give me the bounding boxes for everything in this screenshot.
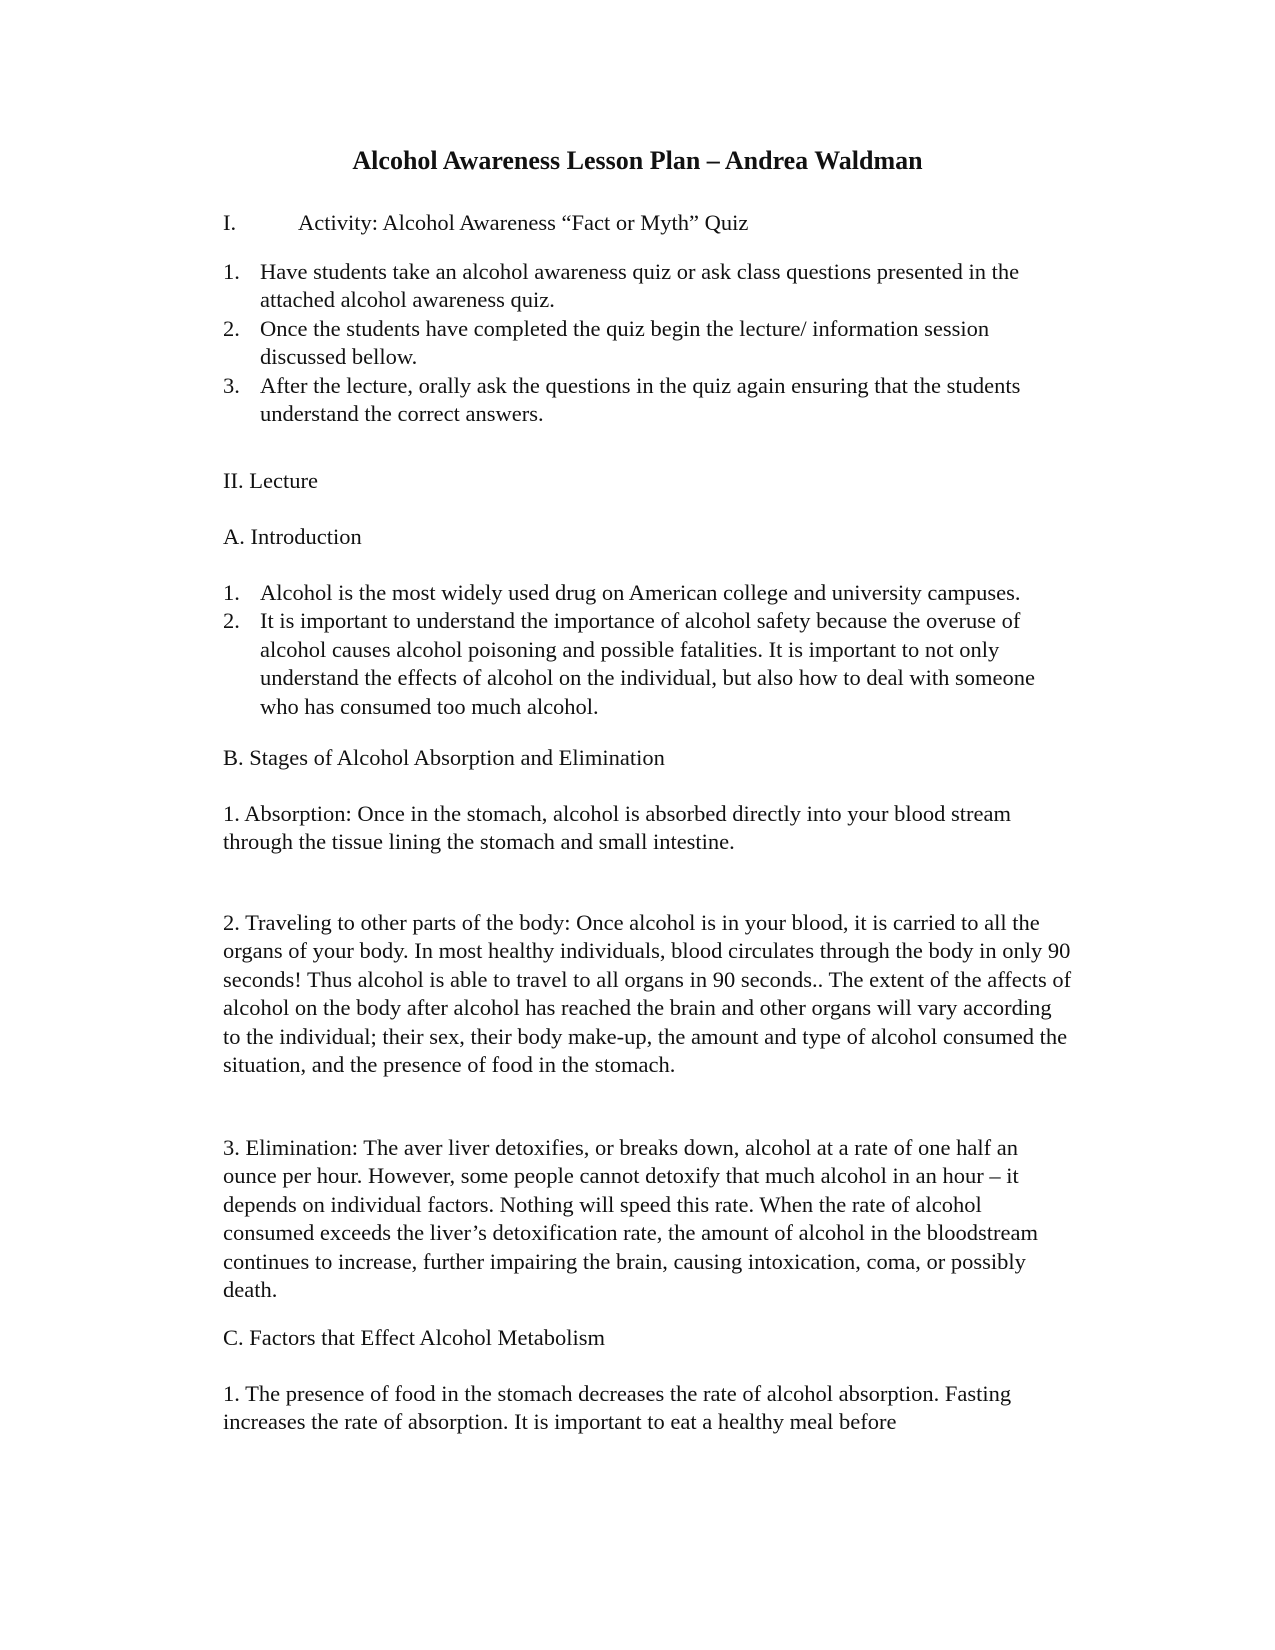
document-title: Alcohol Awareness Lesson Plan – Andrea Waldman [352, 146, 923, 175]
list-item-text: After the lecture, orally ask the questions in the quiz again ensuring that the students understand the correct answers. [260, 372, 1021, 427]
list-item [223, 258, 1073, 315]
list-item [223, 372, 1073, 429]
list-item-number: 2. [223, 608, 240, 634]
section-1-numeral: I. [223, 210, 237, 235]
activity-steps-list [223, 258, 1073, 428]
list-item [223, 607, 1073, 721]
list-item-number: 1. [223, 259, 240, 284]
list-item-number: 3. [223, 372, 240, 398]
section-1-title: Activity: Alcohol Awareness “Fact or Myth” Quiz [298, 210, 749, 235]
list-item-number: 1. [223, 580, 240, 605]
elimination-paragraph: 3. Elimination: The aver liver detoxifies, or breaks down, alcohol at a rate of one half an ounce per hour. However, some people cannot detoxify that much alcohol in an hour – it depends on individual factors. Nothing will speed this rate. When the rate of alcohol consumed exceeds the liver’s detoxification rate, the amount of alcohol in the bloodstream continues to increase, further impairing the brain, causing intoxication, coma, or possibly death. [223, 1135, 1038, 1303]
section-1-heading [223, 209, 748, 237]
list-item [223, 579, 1073, 607]
list-item-text: It is important to understand the importance of alcohol safety because the overuse of alcohol causes alcohol poisoning and possible fatalities. It is important to not only understand the effects of alcohol on the individual, but also how to deal with someone who has consumed too much alcohol. [260, 608, 1036, 719]
food-paragraph: 1. The presence of food in the stomach decreases the rate of alcohol absorption. Fasting increases the rate of absorption. It is important to eat a healthy meal before [223, 1381, 1012, 1435]
absorption-paragraph: 1. Absorption: Once in the stomach, alcohol is absorbed directly into your blood stream through the tissue lining the stomach and small intestine. [223, 801, 1011, 855]
list-item [223, 315, 1073, 372]
subsection-b-heading: B. Stages of Alcohol Absorption and Elimination [223, 745, 665, 770]
traveling-paragraph: 2. Traveling to other parts of the body: Once alcohol is in your blood, it is carried to all the organs of your body. In most healthy individuals, blood circulates through the body in only 90 seconds! Thus alcohol is able to travel to all organs in 90 seconds.. The extent of the affects of alcohol on the body after alcohol has reached the brain and other organs will vary according to the individual; their sex, their body make-up, the amount and type of alcohol consumed the situation, and the presence of food in the stomach. [223, 910, 1072, 1078]
list-item-text: Alcohol is the most widely used drug on American college and university campuses. [260, 580, 1021, 605]
subsection-a-heading: A. Introduction [223, 524, 362, 549]
list-item-text: Have students take an alcohol awareness quiz or ask class questions presented in the attached alcohol awareness quiz. [260, 259, 1020, 313]
list-item-text: Once the students have completed the quiz begin the lecture/ information session discussed bellow. [260, 315, 990, 370]
list-item-number: 2. [223, 315, 240, 341]
section-2-heading: II. Lecture [223, 468, 318, 493]
introduction-list [223, 579, 1073, 721]
subsection-c-heading: C. Factors that Effect Alcohol Metabolism [223, 1325, 606, 1350]
